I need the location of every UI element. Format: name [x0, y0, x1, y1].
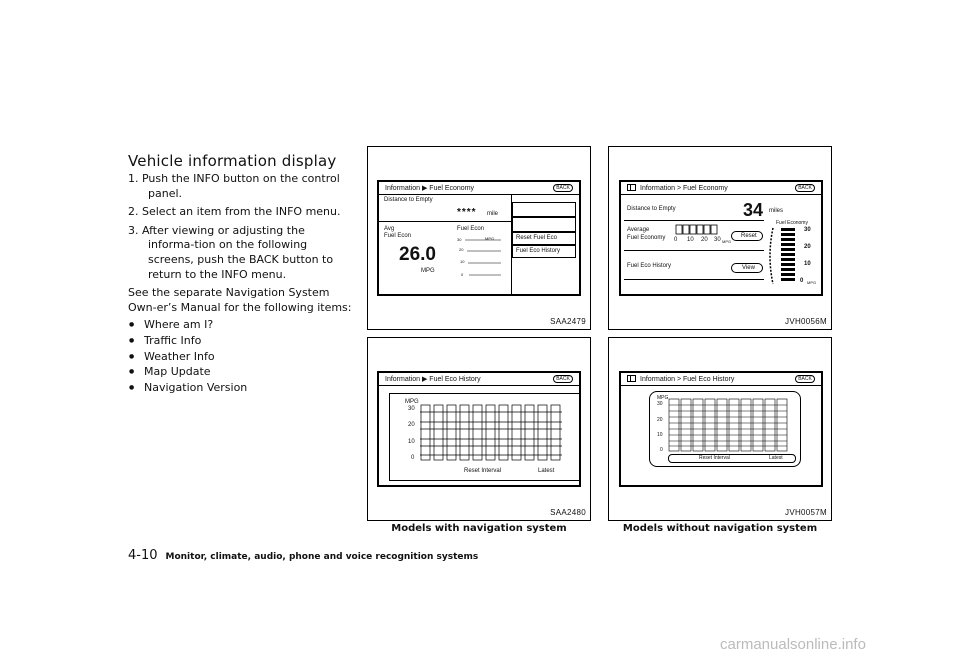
- bullet-item: ● Where am I?: [128, 318, 354, 333]
- screen-title: [627, 184, 728, 192]
- back-button[interactable]: BACK: [795, 375, 815, 383]
- watermark: carmanualsonline.info: [720, 636, 866, 653]
- history-tick: 20: [657, 417, 663, 423]
- reset-interval-label: Reset Interval: [699, 455, 730, 461]
- scale-unit: MPG: [722, 239, 732, 244]
- distance-value: 34: [743, 200, 764, 220]
- menu-item-blank[interactable]: [512, 217, 576, 232]
- history-grid: [668, 398, 798, 453]
- interval-bar: [668, 454, 796, 463]
- avg-label: Avg: [384, 226, 395, 232]
- graph-unit: MPG: [485, 236, 495, 241]
- history-tick: 10: [408, 439, 415, 445]
- step-1: 1. Push the INFO button on the control panel.: [128, 172, 340, 200]
- scale-tick: 10: [687, 237, 694, 243]
- distance-label: Distance to Empty: [627, 206, 676, 212]
- bullet-item: ● Navigation Version: [128, 381, 354, 396]
- panel-nonav-fuel-economy: [608, 146, 832, 330]
- screen-nonav-fuel-economy: [619, 180, 823, 296]
- panel-nav-fuel-economy: [367, 146, 591, 330]
- screen-nonav-history: [619, 371, 823, 487]
- figure-code: SAA2479: [550, 317, 586, 326]
- screen-header: [621, 373, 821, 386]
- screen-title-text: Information > Fuel Eco History: [640, 376, 735, 383]
- back-button[interactable]: BACK: [553, 184, 573, 192]
- reset-interval-label: Reset Interval: [464, 468, 502, 474]
- bullet-item: ● Traffic Info: [128, 334, 354, 349]
- avg-label: Fuel Econ: [384, 233, 412, 239]
- graph-tick: 20: [459, 247, 464, 252]
- divider: [379, 221, 511, 222]
- screen-header: [621, 182, 821, 195]
- panel-nonav-history: [608, 337, 832, 521]
- distance-value: ****: [457, 207, 477, 218]
- graph-tick: 10: [460, 259, 465, 264]
- see-text: See the separate Navigation System Own-er’s Manual for the following items:: [128, 286, 352, 314]
- history-chart-frame: [389, 393, 581, 481]
- gauge-tick: 30: [804, 227, 811, 233]
- gauge-title: Fuel Economy: [776, 220, 808, 226]
- screen-header: [379, 373, 579, 386]
- history-tick: 20: [408, 422, 415, 428]
- menu-item-reset-label: Reset Fuel Eco: [516, 235, 558, 241]
- caption-nonav: Models without navigation system: [622, 523, 818, 534]
- panel-nav-history: [367, 337, 591, 521]
- latest-label: Latest: [538, 468, 555, 474]
- segment-boxes: [675, 224, 725, 236]
- history-unit: MPG: [657, 395, 669, 401]
- instructions: [128, 172, 354, 396]
- screen-header: [379, 182, 579, 195]
- distance-unit: miles: [769, 208, 784, 214]
- info-icon: [627, 184, 636, 191]
- fuel-gauge: [767, 226, 804, 286]
- page-footer: [128, 548, 478, 563]
- avg-value: 26.0: [399, 244, 436, 265]
- screen-nav-history: [377, 371, 581, 487]
- reset-button-label: Reset: [741, 233, 757, 239]
- menu-item-history[interactable]: [512, 245, 576, 258]
- screen-nav-fuel-economy: [377, 180, 581, 296]
- bullet-item: ● Map Update: [128, 365, 354, 380]
- gauge-tick: 0: [800, 278, 804, 284]
- scale-tick: 0: [674, 237, 678, 243]
- gauge-tick: 10: [804, 261, 811, 267]
- scale-tick: 20: [701, 237, 708, 243]
- screen-title: Information ▶ Fuel Economy: [385, 185, 475, 192]
- figure-code: SAA2480: [550, 508, 586, 517]
- figure-code: JVH0056M: [785, 317, 827, 326]
- history-label: Fuel Eco History: [627, 263, 672, 269]
- average-label: Fuel Economy: [627, 235, 666, 241]
- history-tick: 30: [408, 406, 415, 412]
- page-number: 4-10: [128, 548, 158, 563]
- divider: [624, 250, 764, 251]
- gauge-unit: MPG: [807, 280, 817, 285]
- graph-lines: [463, 238, 503, 278]
- graph-tick: 30: [457, 237, 462, 242]
- chapter-title: Monitor, climate, audio, phone and voice recognition systems: [165, 552, 479, 562]
- graph-tick: 0: [461, 272, 464, 277]
- bullet-item: ● Weather Info: [128, 350, 354, 365]
- screen-title-text: Information > Fuel Economy: [640, 185, 728, 192]
- history-chart-frame: [649, 391, 801, 467]
- history-tick: 0: [660, 447, 663, 453]
- back-button[interactable]: BACK: [795, 184, 815, 192]
- distance-label: Distance to Empty: [384, 197, 433, 203]
- avg-unit: MPG: [421, 268, 435, 274]
- history-tick: 0: [411, 455, 415, 461]
- latest-label: Latest: [769, 455, 783, 461]
- graph-label: Fuel Econ: [457, 226, 485, 232]
- caption-nav: Models with navigation system: [391, 523, 567, 534]
- step-2: 2. Select an item from the INFO menu.: [128, 205, 341, 219]
- menu-item-history-label: Fuel Eco History: [516, 248, 561, 254]
- history-tick: 10: [657, 432, 663, 438]
- divider: [624, 279, 764, 280]
- history-bars: [420, 404, 570, 462]
- menu-item-blank[interactable]: [512, 202, 576, 217]
- history-tick: 30: [657, 401, 663, 407]
- back-button[interactable]: BACK: [553, 375, 573, 383]
- view-button-label: View: [742, 265, 755, 271]
- divider: [624, 220, 764, 221]
- distance-unit: mile: [487, 211, 499, 217]
- info-icon: [627, 375, 636, 382]
- section-title: Vehicle information display: [128, 152, 337, 170]
- view-button[interactable]: [731, 263, 763, 273]
- scale-tick: 30: [714, 237, 721, 243]
- reset-button[interactable]: [731, 231, 763, 241]
- screen-title: Information ▶ Fuel Eco History: [385, 376, 481, 383]
- menu-item-reset[interactable]: [512, 232, 576, 245]
- step-3: 3. After viewing or adjusting the informa-tion on the following screens, push the BACK button to return to the INFO menu.: [128, 223, 334, 281]
- screen-title: [627, 375, 734, 383]
- history-unit: MPG: [405, 399, 419, 405]
- gauge-tick: 20: [804, 244, 811, 250]
- average-label: Average: [627, 227, 650, 233]
- figure-code: JVH0057M: [785, 508, 827, 517]
